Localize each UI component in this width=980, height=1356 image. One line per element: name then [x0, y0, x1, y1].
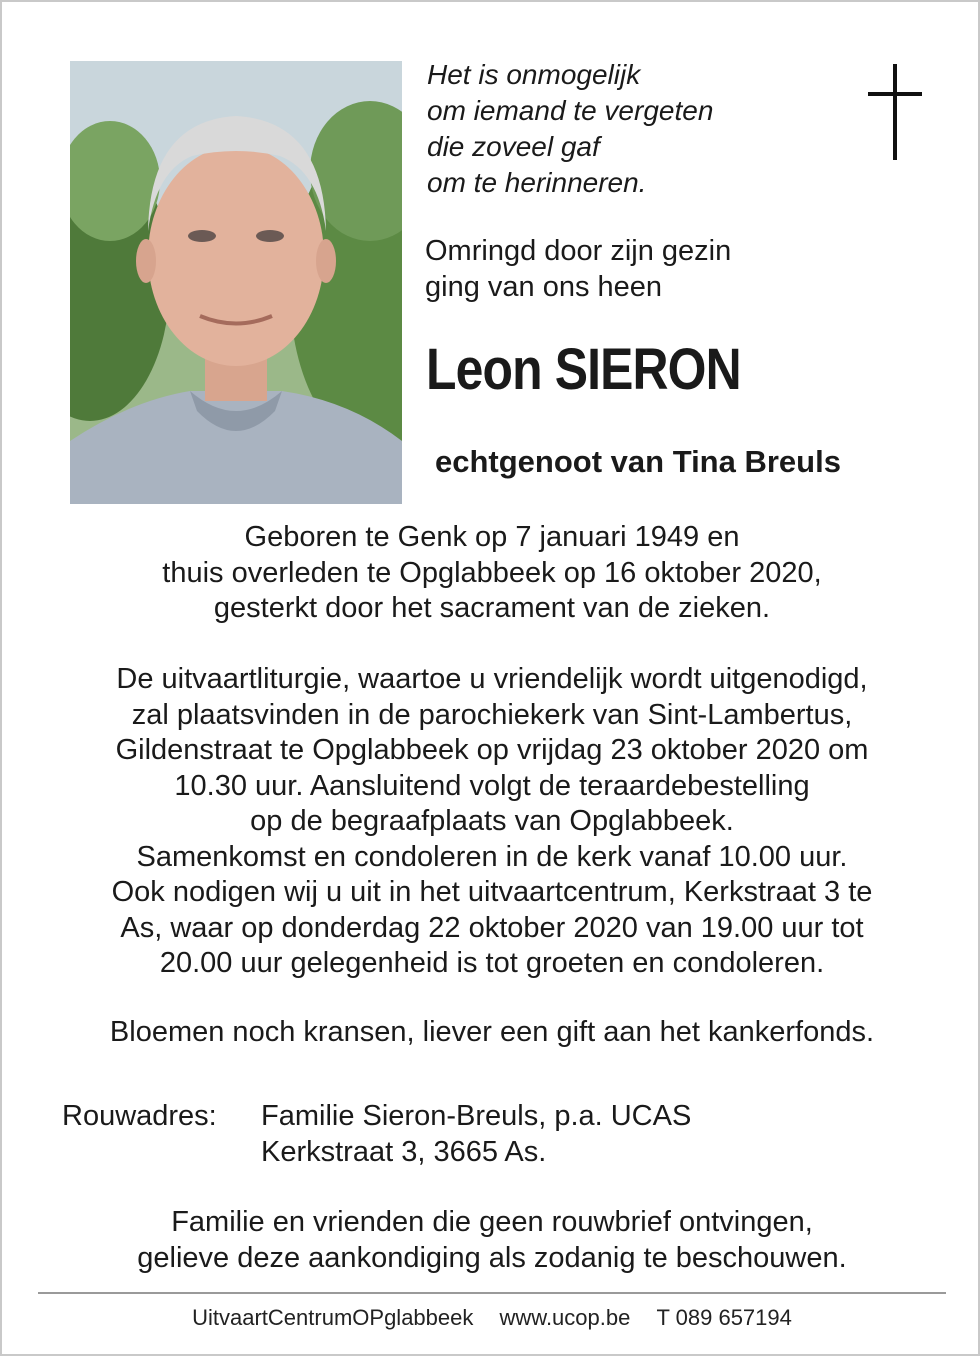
text-line: Geboren te Genk op 7 januari 1949 en	[244, 521, 740, 553]
portrait-photo	[70, 61, 402, 504]
text-line: De uitvaartliturgie, waartoe u vriendelijk wordt uitgenodigd,	[116, 663, 868, 695]
deceased-name: Leon SIERON	[426, 337, 741, 402]
text-line: Familie en vrienden die geen rouwbrief ontvingen,	[171, 1206, 813, 1238]
footer-website[interactable]: www.ucop.be	[499, 1305, 631, 1330]
footer-company: UitvaartCentrumOPglabbeek	[192, 1305, 474, 1330]
address-line: Familie Sieron-Breuls, p.a. UCAS	[261, 1100, 692, 1132]
portrait-illustration	[70, 61, 402, 504]
text-line: Samenkomst en condoleren in de kerk vanaf 10.00 uur.	[136, 840, 848, 873]
text-line: Bloemen noch kransen, liever een gift aan het kankerfonds.	[109, 1016, 875, 1048]
text-line: op de begraafplaats van Opglabbeek.	[250, 805, 734, 837]
footer-divider	[38, 1292, 946, 1294]
footer	[2, 1304, 980, 1332]
text-line: gelieve deze aankondiging als zodanig te beschouwen.	[137, 1241, 847, 1274]
memorial-poem	[427, 57, 847, 201]
text-line: As, waar op donderdag 22 oktober 2020 van 19.00 uur tot	[120, 911, 864, 944]
notice-text	[42, 1205, 942, 1276]
poem-line: om iemand te vergeten	[427, 95, 714, 126]
funeral-info	[42, 662, 942, 982]
poem-line: Het is onmogelijk	[427, 59, 641, 90]
text-line: 20.00 uur gelegenheid is tot groeten en condoleren.	[159, 947, 825, 979]
flowers-note	[42, 1015, 942, 1051]
poem-line: die zoveel gaf	[427, 131, 600, 162]
spouse-line: echtgenoot van Tina Breuls	[435, 444, 841, 479]
text-line: Gildenstraat te Opglabbeek op vrijdag 23 oktober 2020 om	[115, 734, 869, 766]
address-label: Rouwadres:	[62, 1100, 217, 1132]
birth-death-info	[42, 520, 942, 627]
footer-phone: T 089 657194	[656, 1305, 792, 1330]
intro-line: ging van ons heen	[425, 271, 663, 303]
mourning-address	[261, 1098, 691, 1170]
text-line: thuis overleden te Opglabbeek op 16 oktober 2020,	[162, 556, 822, 589]
intro-text	[425, 233, 845, 305]
text-line: Ook nodigen wij u uit in het uitvaartcentrum, Kerkstraat 3 te	[111, 876, 873, 908]
address-line: Kerkstraat 3, 3665 As.	[261, 1136, 547, 1168]
text-line: zal plaatsvinden in de parochiekerk van Sint-Lambertus,	[131, 698, 853, 731]
cross-icon	[864, 64, 926, 162]
intro-line: Omringd door zijn gezin	[425, 235, 732, 267]
poem-line: om te herinneren.	[427, 167, 647, 198]
text-line: gesterkt door het sacrament van de zieken.	[213, 592, 771, 624]
text-line: 10.30 uur. Aansluitend volgt de teraardebestelling	[174, 769, 810, 802]
